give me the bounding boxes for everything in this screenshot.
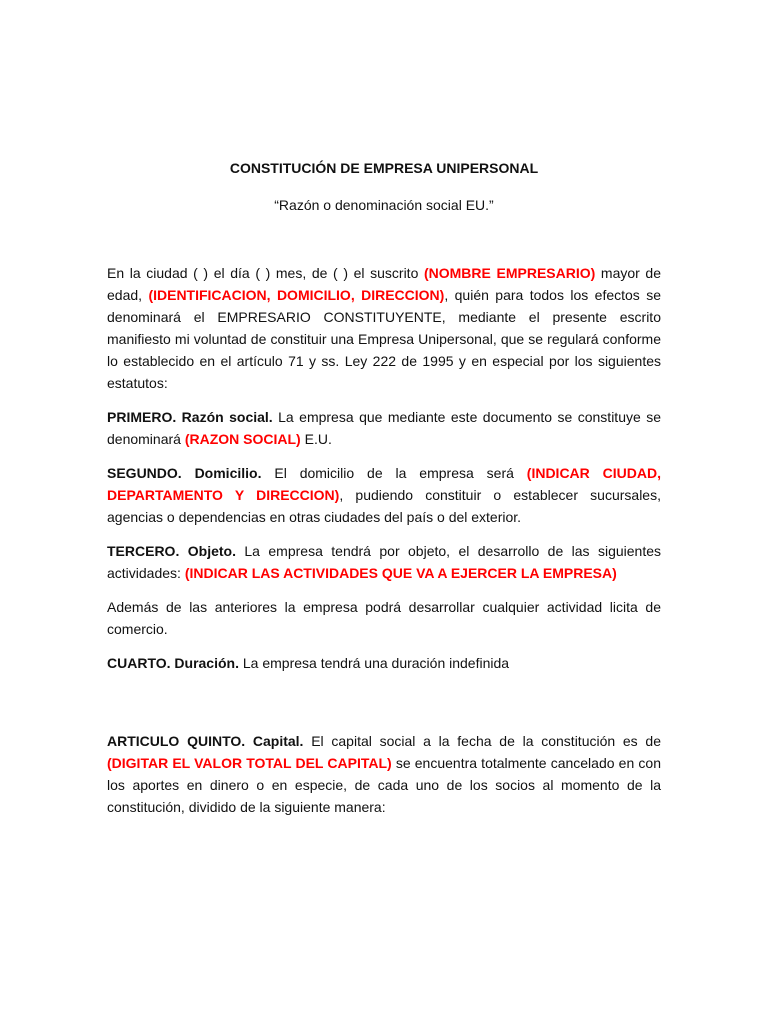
placeholder-capital: (DIGITAR EL VALOR TOTAL DEL CAPITAL): [107, 755, 392, 771]
placeholder-identificacion: (IDENTIFICACION, DOMICILIO, DIRECCION): [148, 287, 445, 303]
placeholder-domicilio: (INDICAR CIUDAD, DEPARTAMENTO Y DIRECCION): [107, 465, 661, 503]
quinto-text-2: se encuentra totalmente cancelado en con los aportes en dinero o en especie, de cada uno de los socios al momento de la constitución, dividido de la siguiente manera:: [107, 755, 661, 815]
placeholder-actividades: (INDICAR LAS ACTIVIDADES QUE VA A EJERCER LA EMPRESA): [184, 565, 617, 581]
document-title: CONSTITUCIÓN DE EMPRESA UNIPERSONAL: [229, 160, 539, 176]
intro-text-2: mayor de edad,: [107, 265, 661, 303]
segundo-text-1: El domicilio de la empresa será: [261, 465, 527, 481]
cuarto-text-1: La empresa tendrá una duración indefinida: [238, 655, 510, 671]
quinto-text-1: El capital social a la fecha de la constitución es de: [303, 733, 661, 749]
primero-text-1: La empresa que mediante este documento se constituye se denominará: [107, 409, 661, 447]
article-segundo: [107, 462, 661, 528]
cuarto-label: CUARTO. Duración.: [107, 655, 239, 671]
primero-text-2: E.U.: [300, 431, 332, 447]
placeholder-nombre-empresario: (NOMBRE EMPRESARIO): [423, 265, 596, 281]
article-quinto: [107, 730, 661, 818]
quinto-label: ARTICULO QUINTO. Capital.: [107, 733, 304, 749]
article-primero: [107, 406, 661, 450]
article-cuarto: [107, 652, 661, 674]
intro-paragraph: [107, 262, 661, 394]
ademas-paragraph: Además de las anteriores la empresa podrá desarrollar cualquier actividad licita de comercio.: [107, 599, 661, 637]
primero-label: PRIMERO. Razón social.: [107, 409, 273, 425]
article-tercero: [107, 540, 661, 584]
tercero-label: TERCERO. Objeto.: [107, 543, 236, 559]
placeholder-razon-social: (RAZON SOCIAL): [184, 431, 301, 447]
segundo-text-2: , pudiendo constituir o establecer sucursales, agencias o dependencias en otras ciudades del país o del exterior.: [107, 487, 661, 525]
intro-text-3: , quién para todos los efectos se denominará el EMPRESARIO CONSTITUYENTE, mediante el presente escrito manifiesto mi voluntad de constituir una Empresa Unipersonal, que se regulará conforme lo establecido en el artículo 71 y ss. Ley 222 de 1995 y en especial por los siguientes estatutos:: [107, 287, 661, 391]
tercero-text-1: La empresa tendrá por objeto, el desarrollo de las siguientes actividades:: [107, 543, 661, 581]
document-subtitle: “Razón o denominación social EU.”: [274, 197, 494, 213]
document-body: [107, 262, 661, 830]
segundo-label: SEGUNDO. Domicilio.: [107, 465, 262, 481]
intro-text-1: En la ciudad ( ) el día ( ) mes, de ( ) el suscrito: [107, 265, 424, 281]
spacer: [107, 686, 661, 730]
